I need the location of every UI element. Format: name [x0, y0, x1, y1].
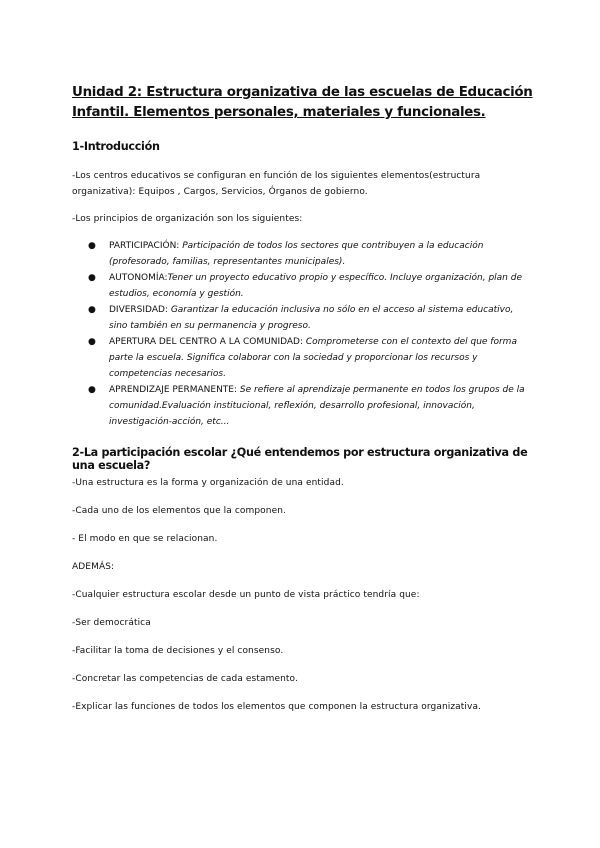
intro-paragraph-2: -Los principios de organización son los siguientes: [72, 214, 303, 224]
list-item [88, 382, 528, 430]
document-title: Unidad 2: Estructura organizativa de las escuelas de Educación Infantil. Elementos personales, materiales y funcionales. [72, 85, 533, 120]
section-1-heading: 1-Introducción [72, 140, 160, 153]
principle-term: APERTURA DEL CENTRO A LA COMUNIDAD: [109, 337, 304, 347]
bullet-icon: ● [88, 241, 96, 251]
list-item [88, 270, 528, 302]
intro-paragraph-1: -Los centros educativos se configuran en función de los siguientes elementos(estructura organizativa): Equipos , Cargos, Servicios, Órganos de gobierno. [72, 171, 481, 197]
principle-text: Tener un proyecto educativo propio y específico. Incluye organización, plan de estudios, economía y gestión. [109, 273, 522, 299]
principle-text: Participación de todos los sectores que contribuyen a la educación (profesorado, familias, representantes municipales). [109, 241, 484, 267]
section-2-line: -Cualquier estructura escolar desde un punto de vista práctico tendría que: [72, 590, 420, 600]
bullet-icon: ● [88, 305, 96, 315]
section-2-line: -Explicar las funciones de todos los elementos que componen la estructura organizativa. [72, 702, 482, 712]
principle-term: DIVERSIDAD: [109, 305, 168, 315]
bullet-icon: ● [88, 385, 96, 395]
section-2-line: -Una estructura es la forma y organización de una entidad. [72, 478, 344, 488]
section-2-line: -Facilitar la toma de decisiones y el consenso. [72, 646, 284, 656]
section-2-line: -Ser democrática [72, 618, 151, 628]
list-item [88, 238, 528, 270]
bullet-icon: ● [88, 337, 96, 347]
bullet-icon: ● [88, 273, 96, 283]
principle-text: Se refiere al aprendizaje permanente en todos los grupos de la comunidad.Evaluación institucional, reflexión, desarrollo profesional, innovación, investigación-acción, etc... [109, 385, 525, 427]
section-2-heading: 2-La participación escolar ¿Qué entendemos por estructura organizativa de una escuela? [72, 446, 528, 472]
section-2-line: ADEMÁS: [72, 562, 115, 572]
principles-list [88, 238, 528, 430]
principle-term: APRENDIZAJE PERMANENTE: [109, 385, 238, 395]
list-item [88, 334, 528, 382]
section-2-line: -Concretar las competencias de cada estamento. [72, 674, 298, 684]
principle-text: Garantizar la educación inclusiva no sólo en el acceso al sistema educativo, sino también en su permanencia y progreso. [109, 305, 514, 331]
principle-term: PARTICIPACIÓN: [109, 241, 180, 251]
section-2-line: - El modo en que se relacionan. [72, 534, 218, 544]
principle-text: Comprometerse con el contexto del que forma parte la escuela. Significa colaborar con la sociedad y proporcionar los recursos y competencias necesarios. [109, 337, 517, 379]
principle-term: AUTONOMÍA: [109, 273, 168, 283]
section-2-line: -Cada uno de los elementos que la componen. [72, 506, 286, 516]
list-item [88, 302, 528, 334]
